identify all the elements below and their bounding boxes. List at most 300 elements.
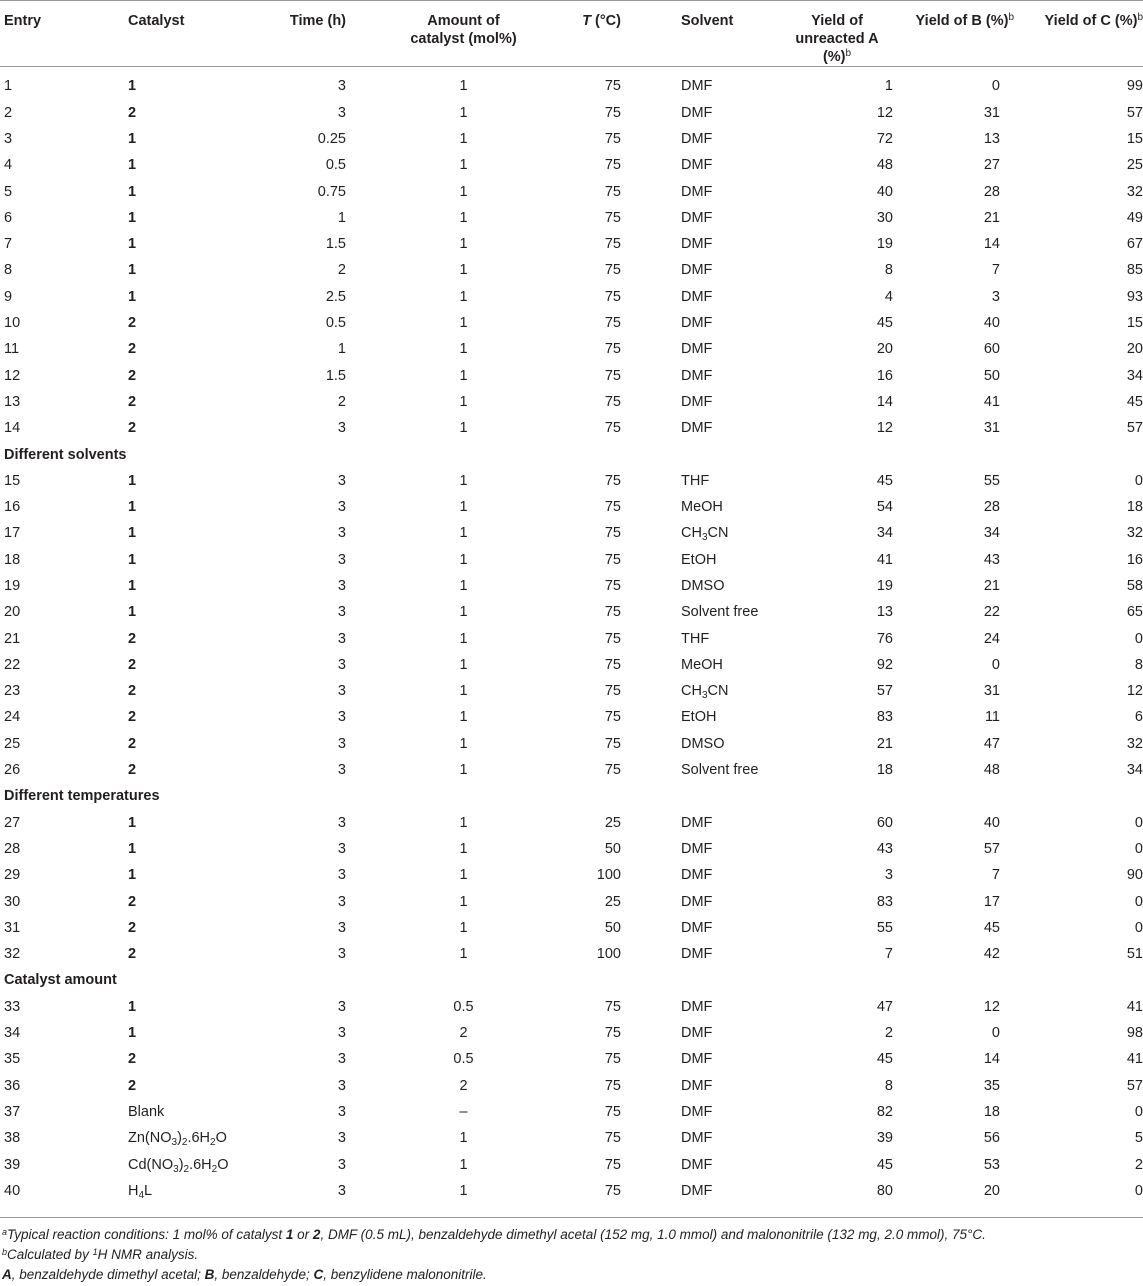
- header-catalyst: Catalyst: [128, 13, 185, 29]
- cell-solvent: $CH_3CN$: [681, 525, 729, 544]
- table-row: [0, 336, 1143, 362]
- cell-yield-c: 41: [1126, 998, 1143, 1015]
- cell-time: 3: [337, 735, 346, 752]
- cell-time: 3: [337, 762, 346, 779]
- cell-yield-a: 13: [876, 604, 893, 621]
- cell-entry: 12: [4, 367, 21, 384]
- cell-entry: 36: [4, 1077, 21, 1094]
- cell-amount: 1: [459, 577, 468, 594]
- cell-yield-c: 12: [1126, 683, 1143, 700]
- cell-solvent: DMF: [681, 288, 713, 305]
- cell-yield-b: 24: [983, 630, 1000, 647]
- cell-amount: 1: [459, 1130, 468, 1147]
- cell-yield-b: 0: [991, 656, 1000, 673]
- section-header-row: [0, 441, 1143, 467]
- cell-yield-a: 55: [876, 919, 893, 936]
- cell-yield-a: 41: [876, 551, 893, 568]
- cell-catalyst: 2: [128, 946, 137, 963]
- table-row: [0, 284, 1143, 310]
- cell-amount: 1: [459, 420, 468, 437]
- cell-yield-b: 0: [991, 1025, 1000, 1042]
- cell-yield-c: 34: [1126, 762, 1143, 779]
- cell-temperature: 75: [604, 1077, 621, 1094]
- cell-amount: 1: [459, 367, 468, 384]
- table-row: [0, 994, 1143, 1020]
- table-row: [0, 625, 1143, 651]
- cell-yield-a: 82: [876, 1103, 893, 1120]
- cell-yield-c: 85: [1126, 262, 1143, 279]
- cell-solvent: Solvent free: [681, 762, 759, 779]
- table-body: [0, 67, 1143, 1204]
- cell-yield-b: 21: [983, 209, 1000, 226]
- cell-yield-c: 32: [1126, 735, 1143, 752]
- header-yield-b: Yield of B (%)$^b$: [915, 12, 1014, 29]
- cell-temperature: 75: [604, 998, 621, 1015]
- cell-yield-b: 57: [983, 840, 1000, 857]
- cell-temperature: 75: [604, 1130, 621, 1147]
- cell-amount: 1: [459, 762, 468, 779]
- cell-time: 2: [337, 262, 346, 279]
- cell-yield-a: 19: [876, 577, 893, 594]
- cell-time: 1: [337, 209, 346, 226]
- table-row: [0, 67, 1143, 100]
- cell-time: 3: [337, 867, 346, 884]
- cell-yield-c: 18: [1126, 499, 1143, 516]
- cell-solvent: DMF: [681, 209, 713, 226]
- cell-yield-a: 7: [884, 946, 893, 963]
- header-entry: Entry: [4, 13, 42, 29]
- cell-amount: 1: [459, 656, 468, 673]
- cell-time: 3: [337, 1025, 346, 1042]
- cell-catalyst: 1: [128, 814, 137, 831]
- cell-yield-b: 7: [991, 262, 1000, 279]
- cell-yield-a: 12: [876, 104, 893, 121]
- cell-entry: 29: [4, 867, 21, 884]
- cell-temperature: 75: [604, 1156, 621, 1173]
- cell-temperature: 75: [604, 1025, 621, 1042]
- cell-time: 3: [337, 551, 346, 568]
- cell-yield-a: 14: [876, 393, 893, 410]
- cell-catalyst: $Cd(NO_3)_2.6H_2O$: [128, 1156, 229, 1175]
- cell-yield-b: 48: [983, 762, 1000, 779]
- cell-entry: 25: [4, 735, 21, 752]
- cell-amount: 1: [459, 209, 468, 226]
- cell-time: 0.25: [317, 130, 346, 147]
- cell-yield-c: 65: [1126, 604, 1143, 621]
- cell-catalyst: 1: [128, 1025, 137, 1042]
- table-row: [0, 1125, 1143, 1151]
- cell-amount: 1: [459, 683, 468, 700]
- cell-yield-b: 40: [983, 814, 1000, 831]
- cell-yield-b: 27: [983, 157, 1000, 174]
- cell-time: 3: [337, 525, 346, 542]
- table-row: [0, 520, 1143, 546]
- cell-amount: 1: [459, 893, 468, 910]
- table-row: [0, 573, 1143, 599]
- table-row: [0, 941, 1143, 967]
- cell-catalyst: 1: [128, 236, 137, 253]
- cell-catalyst: 1: [128, 78, 137, 95]
- table-row: [0, 205, 1143, 231]
- cell-yield-b: 60: [983, 341, 1000, 358]
- section-header-row: [0, 967, 1143, 993]
- cell-yield-a: 57: [876, 683, 893, 700]
- cell-yield-a: 45: [876, 472, 893, 489]
- cell-yield-c: 57: [1126, 420, 1143, 437]
- cell-catalyst: 2: [128, 315, 137, 332]
- cell-catalyst: 2: [128, 683, 137, 700]
- cell-yield-a: 83: [876, 893, 893, 910]
- cell-entry: 21: [4, 630, 21, 647]
- cell-yield-b: 40: [983, 315, 1000, 332]
- cell-entry: 24: [4, 709, 21, 726]
- cell-time: 3: [337, 683, 346, 700]
- cell-temperature: 100: [596, 867, 621, 884]
- cell-temperature: 75: [604, 577, 621, 594]
- cell-time: 3: [337, 893, 346, 910]
- cell-entry: 19: [4, 577, 21, 594]
- table-row: [0, 704, 1143, 730]
- cell-yield-a: 2: [884, 1025, 893, 1042]
- cell-amount: –: [459, 1103, 468, 1120]
- cell-solvent: DMF: [681, 1182, 713, 1199]
- cell-amount: 1: [459, 1156, 468, 1173]
- cell-yield-a: 72: [876, 130, 893, 147]
- cell-amount: 1: [459, 709, 468, 726]
- table-row: [0, 810, 1143, 836]
- cell-amount: 1: [459, 78, 468, 95]
- cell-yield-c: 6: [1134, 709, 1143, 726]
- cell-time: 3: [337, 1130, 346, 1147]
- header-row: [0, 0, 1143, 67]
- cell-yield-a: 39: [876, 1130, 893, 1147]
- cell-temperature: 25: [604, 893, 621, 910]
- cell-catalyst: 1: [128, 209, 137, 226]
- footnote-rule: [0, 1217, 1143, 1218]
- table-row: [0, 494, 1143, 520]
- cell-yield-c: 0: [1134, 840, 1143, 857]
- cell-yield-c: 93: [1126, 288, 1143, 305]
- cell-time: 3: [337, 1077, 346, 1094]
- cell-catalyst: 1: [128, 525, 137, 542]
- table-row: [0, 1151, 1143, 1177]
- cell-yield-c: 2: [1134, 1156, 1143, 1173]
- cell-yield-c: 0: [1134, 919, 1143, 936]
- table-row: [0, 1072, 1143, 1098]
- cell-yield-c: 0: [1134, 1182, 1143, 1199]
- cell-solvent: DMF: [681, 420, 713, 437]
- cell-catalyst: 1: [128, 604, 137, 621]
- cell-time: 3: [337, 577, 346, 594]
- cell-yield-b: 55: [983, 472, 1000, 489]
- cell-time: 0.5: [325, 157, 346, 174]
- cell-yield-b: 18: [983, 1103, 1000, 1120]
- cell-yield-a: 80: [876, 1182, 893, 1199]
- cell-amount: 1: [459, 104, 468, 121]
- cell-solvent: DMF: [681, 367, 713, 384]
- table-row: [0, 1046, 1143, 1072]
- cell-time: 3: [337, 840, 346, 857]
- cell-temperature: 100: [596, 946, 621, 963]
- cell-entry: 20: [4, 604, 21, 621]
- cell-catalyst: Blank: [128, 1103, 165, 1120]
- cell-yield-b: 14: [983, 236, 1000, 253]
- cell-yield-a: 92: [876, 656, 893, 673]
- cell-yield-b: 21: [983, 577, 1000, 594]
- cell-entry: 28: [4, 840, 21, 857]
- cell-solvent: DMF: [681, 236, 713, 253]
- cell-time: 3: [337, 630, 346, 647]
- cell-catalyst: $Zn(NO_3)_2.6H_2O$: [128, 1130, 227, 1149]
- cell-solvent: MeOH: [681, 499, 723, 516]
- cell-entry: 17: [4, 525, 21, 542]
- cell-yield-c: 32: [1126, 525, 1143, 542]
- cell-catalyst: 2: [128, 656, 137, 673]
- cell-yield-b: 14: [983, 1051, 1000, 1068]
- table-row: [0, 152, 1143, 178]
- table-row: [0, 678, 1143, 704]
- cell-yield-b: 45: [983, 919, 1000, 936]
- cell-yield-a: 20: [876, 341, 893, 358]
- cell-yield-c: 0: [1134, 472, 1143, 489]
- cell-yield-c: 58: [1126, 577, 1143, 594]
- cell-yield-b: 56: [983, 1130, 1000, 1147]
- cell-yield-c: 51: [1126, 946, 1143, 963]
- cell-amount: 1: [459, 130, 468, 147]
- cell-temperature: 75: [604, 1182, 621, 1199]
- cell-time: 1: [337, 341, 346, 358]
- cell-solvent: DMF: [681, 814, 713, 831]
- cell-entry: 18: [4, 551, 21, 568]
- cell-entry: 37: [4, 1103, 21, 1120]
- table-row: [0, 652, 1143, 678]
- cell-entry: 34: [4, 1025, 21, 1042]
- cell-solvent: DMF: [681, 1051, 713, 1068]
- cell-entry: 10: [4, 315, 21, 332]
- table-row: [0, 415, 1143, 441]
- cell-solvent: DMF: [681, 130, 713, 147]
- cell-catalyst: 2: [128, 104, 137, 121]
- cell-temperature: 75: [604, 130, 621, 147]
- cell-amount: 1: [459, 840, 468, 857]
- cell-temperature: 75: [604, 262, 621, 279]
- cell-yield-c: 57: [1126, 1077, 1143, 1094]
- cell-yield-a: 54: [876, 499, 893, 516]
- cell-entry: 1: [4, 78, 13, 95]
- cell-amount: 1: [459, 867, 468, 884]
- cell-amount: 1: [459, 814, 468, 831]
- cell-yield-a: 8: [884, 262, 893, 279]
- cell-time: 3: [337, 998, 346, 1015]
- cell-entry: 31: [4, 919, 21, 936]
- cell-yield-b: 43: [983, 551, 1000, 568]
- cell-yield-c: 67: [1126, 236, 1143, 253]
- cell-entry: 2: [4, 104, 13, 121]
- section-title: Different temperatures: [4, 788, 160, 805]
- table-row: [0, 362, 1143, 388]
- cell-entry: 38: [4, 1130, 21, 1147]
- cell-time: 1.5: [325, 367, 346, 384]
- cell-temperature: 75: [604, 735, 621, 752]
- cell-yield-c: 98: [1126, 1025, 1143, 1042]
- cell-yield-a: 47: [876, 998, 893, 1015]
- cell-yield-b: 12: [983, 998, 1000, 1015]
- cell-yield-a: 19: [876, 236, 893, 253]
- cell-solvent: DMF: [681, 998, 713, 1015]
- cell-yield-c: 0: [1134, 893, 1143, 910]
- footnote-abbreviations: A, benzaldehyde dimethyl acetal; B, benzaldehyde; C, benzylidene malononitrile.: [2, 1267, 487, 1282]
- cell-amount: 1: [459, 288, 468, 305]
- cell-entry: 5: [4, 183, 13, 200]
- cell-amount: 1: [459, 919, 468, 936]
- cell-amount: 2: [459, 1077, 468, 1094]
- cell-solvent: DMF: [681, 78, 713, 95]
- cell-yield-b: 28: [983, 499, 1000, 516]
- cell-yield-a: 4: [884, 288, 893, 305]
- table-row: [0, 257, 1143, 283]
- cell-catalyst: 1: [128, 183, 137, 200]
- cell-yield-c: 15: [1126, 315, 1143, 332]
- cell-yield-b: 42: [983, 946, 1000, 963]
- table-row: [0, 888, 1143, 914]
- cell-entry: 33: [4, 998, 21, 1015]
- cell-solvent: DMF: [681, 104, 713, 121]
- cell-yield-c: 57: [1126, 104, 1143, 121]
- cell-time: 3: [337, 499, 346, 516]
- cell-amount: 1: [459, 262, 468, 279]
- cell-yield-b: 35: [983, 1077, 1000, 1094]
- cell-temperature: 75: [604, 236, 621, 253]
- section-title: Different solvents: [4, 446, 127, 463]
- cell-yield-b: 28: [983, 183, 1000, 200]
- cell-temperature: 75: [604, 393, 621, 410]
- cell-yield-a: 3: [884, 867, 893, 884]
- cell-time: 3: [337, 420, 346, 437]
- cell-catalyst: 2: [128, 393, 137, 410]
- table-row: [0, 1020, 1143, 1046]
- cell-solvent: DMSO: [681, 577, 725, 594]
- cell-yield-c: 45: [1126, 393, 1143, 410]
- cell-catalyst: 2: [128, 919, 137, 936]
- table-row: [0, 757, 1143, 783]
- cell-amount: 1: [459, 315, 468, 332]
- table-row: [0, 389, 1143, 415]
- cell-entry: 30: [4, 893, 21, 910]
- cell-temperature: 75: [604, 630, 621, 647]
- cell-temperature: 25: [604, 814, 621, 831]
- cell-amount: 1: [459, 472, 468, 489]
- cell-yield-a: 83: [876, 709, 893, 726]
- cell-entry: 16: [4, 499, 21, 516]
- section-title: Catalyst amount: [4, 972, 117, 989]
- header-amount: Amount of catalyst (mol%): [410, 13, 517, 47]
- cell-solvent: Solvent free: [681, 604, 759, 621]
- cell-entry: 23: [4, 683, 21, 700]
- cell-time: 0.75: [317, 183, 346, 200]
- cell-amount: 1: [459, 236, 468, 253]
- cell-solvent: DMF: [681, 893, 713, 910]
- cell-time: 3: [337, 814, 346, 831]
- cell-entry: 27: [4, 814, 21, 831]
- cell-entry: 3: [4, 130, 13, 147]
- cell-amount: 1: [459, 157, 468, 174]
- cell-solvent: EtOH: [681, 551, 717, 568]
- cell-yield-a: 40: [876, 183, 893, 200]
- cell-catalyst: 2: [128, 1051, 137, 1068]
- cell-temperature: 75: [604, 288, 621, 305]
- cell-entry: 15: [4, 472, 21, 489]
- cell-temperature: 75: [604, 1051, 621, 1068]
- table-row: [0, 178, 1143, 204]
- cell-solvent: DMF: [681, 946, 713, 963]
- cell-time: 3: [337, 1103, 346, 1120]
- cell-catalyst: 2: [128, 893, 137, 910]
- cell-time: 3: [337, 946, 346, 963]
- cell-yield-c: 25: [1126, 157, 1143, 174]
- header-temperature: T (°C): [582, 13, 621, 29]
- cell-amount: 2: [459, 1025, 468, 1042]
- cell-yield-a: 16: [876, 367, 893, 384]
- cell-temperature: 75: [604, 683, 621, 700]
- cell-catalyst: 2: [128, 1077, 137, 1094]
- cell-amount: 0.5: [453, 998, 474, 1015]
- cell-yield-c: 34: [1126, 367, 1143, 384]
- cell-yield-b: 41: [983, 393, 1000, 410]
- table-row: [0, 915, 1143, 941]
- table-row: [0, 126, 1143, 152]
- cell-yield-b: 17: [983, 893, 1000, 910]
- cell-temperature: 75: [604, 709, 621, 726]
- section-header-row: [0, 783, 1143, 809]
- cell-amount: 1: [459, 393, 468, 410]
- cell-yield-a: 43: [876, 840, 893, 857]
- cell-entry: 7: [4, 236, 13, 253]
- cell-amount: 1: [459, 341, 468, 358]
- cell-yield-b: 31: [983, 104, 1000, 121]
- cell-time: 0.5: [325, 315, 346, 332]
- cell-yield-c: 20: [1126, 341, 1143, 358]
- cell-temperature: 75: [604, 525, 621, 542]
- header-solvent: Solvent: [681, 13, 734, 29]
- cell-yield-b: 3: [991, 288, 1000, 305]
- cell-yield-c: 15: [1126, 130, 1143, 147]
- table-row: [0, 731, 1143, 757]
- cell-amount: 1: [459, 735, 468, 752]
- cell-time: 3: [337, 919, 346, 936]
- cell-catalyst: 1: [128, 998, 137, 1015]
- cell-yield-a: 45: [876, 315, 893, 332]
- cell-yield-b: 7: [991, 867, 1000, 884]
- cell-time: 3: [337, 472, 346, 489]
- cell-solvent: DMF: [681, 157, 713, 174]
- table-row: [0, 100, 1143, 126]
- cell-temperature: 75: [604, 78, 621, 95]
- cell-yield-b: 34: [983, 525, 1000, 542]
- cell-yield-c: 8: [1134, 656, 1143, 673]
- table-row: [0, 231, 1143, 257]
- cell-catalyst: 2: [128, 420, 137, 437]
- cell-entry: 6: [4, 209, 13, 226]
- cell-yield-c: 49: [1126, 209, 1143, 226]
- cell-yield-b: 13: [983, 130, 1000, 147]
- cell-yield-c: 5: [1134, 1130, 1143, 1147]
- cell-yield-a: 76: [876, 630, 893, 647]
- header-yield-a: Yield of unreacted A (%)$^b$: [795, 13, 879, 65]
- cell-amount: 1: [459, 499, 468, 516]
- cell-solvent: DMF: [681, 1130, 713, 1147]
- cell-catalyst: 1: [128, 262, 137, 279]
- cell-temperature: 75: [604, 183, 621, 200]
